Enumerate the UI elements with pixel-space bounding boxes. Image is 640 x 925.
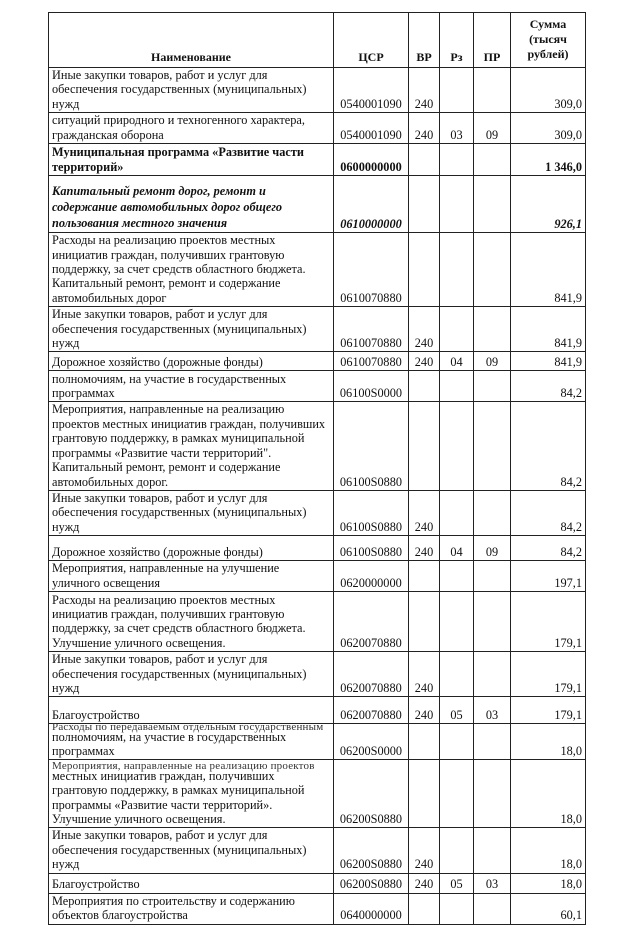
cell-pr: 09 <box>474 113 511 144</box>
cell-vr: 240 <box>409 68 440 113</box>
cell-name: Дорожное хозяйство (дорожные фонды) <box>49 352 334 371</box>
table-row <box>49 68 586 113</box>
cell-vr: 240 <box>409 873 440 893</box>
cell-pr <box>474 592 511 652</box>
cell-rz <box>440 760 474 828</box>
cell-rz: 05 <box>440 697 474 724</box>
cell-rz <box>440 371 474 402</box>
cell-name: Муниципальная программа «Развитие части территорий» <box>49 144 334 176</box>
cell-rz <box>440 592 474 652</box>
cell-pr <box>474 402 511 490</box>
table-row <box>49 652 586 697</box>
cell-rz <box>440 652 474 697</box>
cell-vr: 240 <box>409 352 440 371</box>
cell-pr <box>474 561 511 592</box>
cell-pr <box>474 371 511 402</box>
cell-name: Капитальный ремонт дорог, ремонт и содержание автомобильных дорог общего пользования местного значения <box>49 176 334 233</box>
cell-sum: 309,0 <box>511 68 586 113</box>
cell-pr <box>474 307 511 352</box>
table-row <box>49 144 586 176</box>
cell-name: Иные закупки товаров, работ и услуг для обеспечения государственных (муниципальных) нужд <box>49 68 334 113</box>
cell-vr <box>409 233 440 307</box>
cut-off-text: Мероприятия, направленные на реализацию проектов <box>52 759 315 772</box>
cell-csr: 06200S0000 <box>334 724 409 760</box>
cell-csr: 06100S0880 <box>334 402 409 490</box>
table-row <box>49 233 586 307</box>
cell-name: Иные закупки товаров, работ и услуг для обеспечения государственных (муниципальных) нужд <box>49 652 334 697</box>
cell-csr: 0620070880 <box>334 592 409 652</box>
cell-name: Благоустройство <box>49 697 334 724</box>
cell-name: Иные закупки товаров, работ и услуг для обеспечения государственных (муниципальных) нужд <box>49 490 334 535</box>
cell-rz <box>440 307 474 352</box>
cell-csr: 06200S0880 <box>334 760 409 828</box>
cell-pr: 03 <box>474 697 511 724</box>
cell-pr <box>474 144 511 176</box>
cell-vr: 240 <box>409 536 440 561</box>
table-row <box>49 113 586 144</box>
cut-off-text: Расходы по передаваемым отдельным государственным <box>52 720 324 733</box>
cell-vr: 240 <box>409 697 440 724</box>
table-row <box>49 873 586 893</box>
cell-pr: 09 <box>474 536 511 561</box>
cell-vr: 240 <box>409 113 440 144</box>
header-vr: ВР <box>409 13 440 68</box>
cell-vr <box>409 144 440 176</box>
cell-csr: 0600000000 <box>334 144 409 176</box>
table-row <box>49 352 586 371</box>
table-row <box>49 176 586 233</box>
cell-sum: 84,2 <box>511 536 586 561</box>
cell-sum: 84,2 <box>511 371 586 402</box>
cell-rz <box>440 893 474 924</box>
cell-name-text: полномочиям, на участие в государственных программах <box>52 729 287 758</box>
cell-pr <box>474 68 511 113</box>
cell-name: ситуаций природного и техногенного характера, гражданская оборона <box>49 113 334 144</box>
cell-csr: 0540001090 <box>334 68 409 113</box>
cell-sum: 84,2 <box>511 490 586 535</box>
cell-vr <box>409 402 440 490</box>
cell-vr <box>409 893 440 924</box>
cell-sum: 197,1 <box>511 561 586 592</box>
table-row <box>49 402 586 490</box>
cell-vr <box>409 760 440 828</box>
cell-pr <box>474 893 511 924</box>
cell-name: Расходы на реализацию проектов местных инициатив граждан, получивших грантовую поддержку, за счет средств областного бюджета. Улучшение уличного освещения. <box>49 592 334 652</box>
header-name: Наименование <box>49 13 334 68</box>
table-row <box>49 893 586 924</box>
table-row <box>49 697 586 724</box>
table-row <box>49 490 586 535</box>
cell-vr: 240 <box>409 490 440 535</box>
cell-rz <box>440 402 474 490</box>
table-row <box>49 760 586 828</box>
cell-csr: 0610070880 <box>334 352 409 371</box>
cell-rz: 04 <box>440 352 474 371</box>
cell-sum: 841,9 <box>511 307 586 352</box>
budget-table <box>48 12 586 925</box>
cell-csr: 0540001090 <box>334 113 409 144</box>
table-row <box>49 536 586 561</box>
cell-rz <box>440 233 474 307</box>
cell-csr: 06200S0880 <box>334 828 409 873</box>
cell-sum: 18,0 <box>511 760 586 828</box>
cell-rz <box>440 724 474 760</box>
cell-rz <box>440 828 474 873</box>
cell-name: Благоустройство <box>49 873 334 893</box>
cell-sum: 926,1 <box>511 176 586 233</box>
table-row <box>49 828 586 873</box>
header-csr: ЦСР <box>334 13 409 68</box>
cell-csr: 0640000000 <box>334 893 409 924</box>
cell-pr <box>474 652 511 697</box>
header-sum: Сумма (тысяч рублей) <box>511 13 586 68</box>
cell-name-text: местных инициатив граждан, получивших грантовую поддержку, в рамках муниципальной программы «Развитие части территорий». Улучшение уличного освещения. <box>52 768 305 826</box>
cell-pr <box>474 828 511 873</box>
cell-sum: 18,0 <box>511 724 586 760</box>
cell-sum: 18,0 <box>511 873 586 893</box>
cell-pr: 09 <box>474 352 511 371</box>
cell-pr <box>474 176 511 233</box>
cell-rz <box>440 176 474 233</box>
cell-csr: 06100S0880 <box>334 536 409 561</box>
cell-name <box>49 720 334 760</box>
cell-sum: 179,1 <box>511 652 586 697</box>
cell-name: Расходы на реализацию проектов местных инициатив граждан, получивших грантовую поддержку, за счет средств областного бюджета. Капитальный ремонт, ремонт и содержание автомобильных дорог <box>49 233 334 307</box>
cell-pr <box>474 490 511 535</box>
cell-sum: 1 346,0 <box>511 144 586 176</box>
cell-name: Мероприятия по строительству и содержанию объектов благоустройства <box>49 893 334 924</box>
cell-csr: 0620070880 <box>334 652 409 697</box>
table-row <box>49 592 586 652</box>
cell-sum: 84,2 <box>511 402 586 490</box>
table-row <box>49 307 586 352</box>
cell-csr: 06100S0000 <box>334 371 409 402</box>
cell-rz <box>440 561 474 592</box>
cell-csr: 06200S0880 <box>334 873 409 893</box>
cell-pr <box>474 724 511 760</box>
cell-sum: 309,0 <box>511 113 586 144</box>
header-pr: ПР <box>474 13 511 68</box>
table-row <box>49 724 586 760</box>
cell-name: Мероприятия, направленные на улучшение уличного освещения <box>49 561 334 592</box>
cell-pr <box>474 760 511 828</box>
cell-rz <box>440 490 474 535</box>
table-body <box>49 68 586 925</box>
cell-name: Иные закупки товаров, работ и услуг для обеспечения государственных (муниципальных) нужд <box>49 828 334 873</box>
cell-name <box>49 760 334 828</box>
cell-rz: 04 <box>440 536 474 561</box>
cell-rz <box>440 68 474 113</box>
cell-pr: 03 <box>474 873 511 893</box>
cell-sum: 841,9 <box>511 233 586 307</box>
budget-table-sheet <box>48 12 585 925</box>
cell-csr: 06100S0880 <box>334 490 409 535</box>
cell-csr: 0620000000 <box>334 561 409 592</box>
cell-pr <box>474 233 511 307</box>
cell-vr: 240 <box>409 652 440 697</box>
cell-csr: 0610000000 <box>334 176 409 233</box>
cell-vr <box>409 724 440 760</box>
cell-name: Дорожное хозяйство (дорожные фонды) <box>49 536 334 561</box>
cell-name: Мероприятия, направленные на реализацию проектов местных инициатив граждан, получивших грантовую поддержку, в рамках муниципальной программы «Развитие части территорий". Капитальный ремонт, ремонт и содержание автомобильных дорог. <box>49 402 334 490</box>
cell-sum: 841,9 <box>511 352 586 371</box>
cell-rz: 03 <box>440 113 474 144</box>
cell-vr <box>409 561 440 592</box>
header-rz: Рз <box>440 13 474 68</box>
cell-vr <box>409 371 440 402</box>
cell-rz <box>440 144 474 176</box>
cell-name: Иные закупки товаров, работ и услуг для обеспечения государственных (муниципальных) нужд <box>49 307 334 352</box>
table-row <box>49 561 586 592</box>
cell-rz: 05 <box>440 873 474 893</box>
cell-vr <box>409 176 440 233</box>
cell-csr: 0610070880 <box>334 233 409 307</box>
cell-sum: 179,1 <box>511 592 586 652</box>
cell-csr: 0610070880 <box>334 307 409 352</box>
header-row <box>49 13 586 68</box>
cell-vr <box>409 592 440 652</box>
table-row <box>49 371 586 402</box>
cell-vr: 240 <box>409 828 440 873</box>
cell-vr: 240 <box>409 307 440 352</box>
cell-sum: 18,0 <box>511 828 586 873</box>
cell-csr: 0620070880 <box>334 697 409 724</box>
cell-sum: 60,1 <box>511 893 586 924</box>
cell-name: полномочиям, на участие в государственных программах <box>49 371 334 402</box>
cell-sum: 179,1 <box>511 697 586 724</box>
